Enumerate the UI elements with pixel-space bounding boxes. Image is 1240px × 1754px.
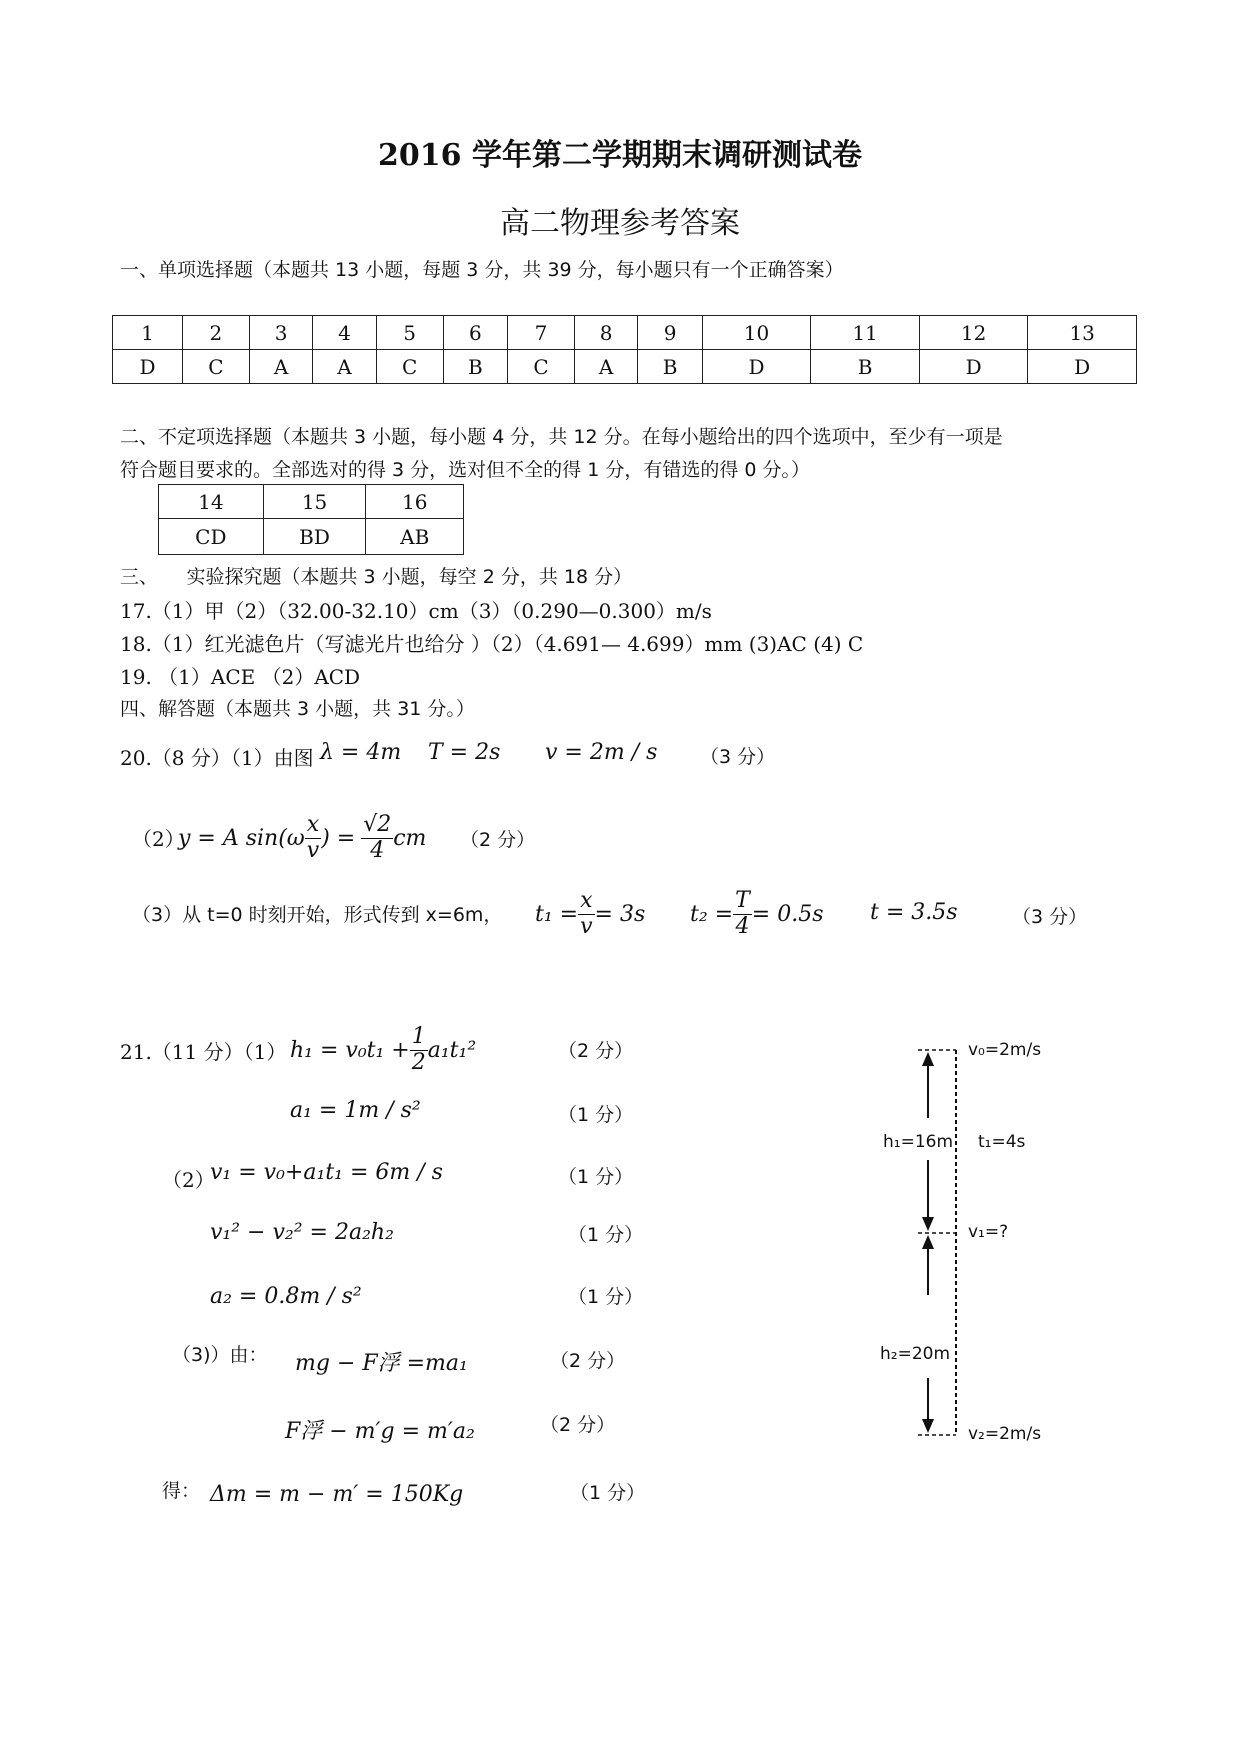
q20-p2-fraction (305, 813, 321, 862)
q-answer: C (508, 350, 575, 384)
q-number: 7 (508, 316, 575, 350)
q21-e1-num: 1 (411, 1024, 426, 1050)
diagram-up-arrow-top (922, 1052, 934, 1066)
q21-e5-score: （1 分） (568, 1286, 644, 1308)
q-number: 10 (702, 316, 811, 350)
q20-p2-lhs: y = A sin(ω (178, 825, 305, 851)
q20-p3-score: （3 分） (1012, 906, 1088, 928)
q-number: 9 (638, 316, 702, 350)
section2-answer-row (159, 519, 464, 555)
section2-heading-line1: 二、不定项选择题（本题共 3 小题，每小题 4 分，共 12 分。在每小题给出的四个选项中，至少有一项是 (120, 426, 1003, 448)
q20-p3-total: t = 3.5s (870, 900, 958, 925)
section3-heading: 三、 实验探究题（本题共 3 小题，每空 2 分，共 18 分） (120, 566, 633, 588)
section2-heading-line2: 符合题目要求的。全部选对的得 3 分，选对但不全的得 1 分，有错选的得 0 分。） (120, 459, 811, 481)
q21-e1-a: h₁ = v₀t₁ + (290, 1037, 410, 1063)
q20-p3-t2-den: 4 (735, 913, 750, 939)
q20-p3-t1 (535, 884, 645, 944)
q20-p3-t2-num: T (735, 888, 750, 914)
q-answer: D (702, 350, 811, 384)
q21-e6-score: （2 分） (550, 1350, 626, 1372)
q21-e3-score: （1 分） (558, 1166, 634, 1188)
q-answer: B (811, 350, 920, 384)
q21-e1-fraction (410, 1025, 428, 1074)
diagram-v2-label: v₂=2m/s (968, 1424, 1042, 1444)
q21-e3: v₁ = v₀+a₁t₁ = 6m / s (210, 1160, 443, 1185)
q21-e2-score: （1 分） (558, 1104, 634, 1126)
q21-result-label: 得： (162, 1480, 201, 1502)
q20-p3-t2-rhs: = 0.5s (751, 901, 824, 927)
q20-speed: v = 2m / s (545, 740, 658, 765)
q21-e8-score: （1 分） (570, 1482, 646, 1504)
q-number: 5 (376, 316, 443, 350)
q-answer: D (919, 350, 1028, 384)
q-answer: C (376, 350, 443, 384)
diagram-down-arrow-mid (922, 1217, 934, 1231)
q21-e7-score: （2 分） (540, 1414, 616, 1436)
q21-e1-den: 2 (411, 1049, 426, 1075)
q-number: 1 (113, 316, 183, 350)
q-number: 6 (443, 316, 507, 350)
q-answer: D (113, 350, 183, 384)
q20-p2-equation (178, 808, 426, 868)
q17-answer: 17.（1）甲（2）（32.00-32.10）cm（3）（0.290—0.300）m/s (120, 599, 712, 623)
q20-p2-result-fraction (361, 813, 393, 862)
q-answer: B (638, 350, 702, 384)
q-number: 4 (313, 316, 376, 350)
page-title: 2016 学年第二学期期末调研测试卷 (378, 138, 862, 173)
diagram-down-arrow-bottom (922, 1419, 934, 1433)
q-number: 2 (182, 316, 249, 350)
q-answer: C (182, 350, 249, 384)
q-answer: D (1028, 350, 1137, 384)
section1-number-row (113, 316, 1137, 350)
q20-p1-score: （3 分） (700, 746, 776, 768)
q21-e8: Δm = m − m′ = 150Kg (210, 1482, 464, 1507)
q-answer: AB (366, 519, 464, 555)
q20-p2-unit: cm (393, 825, 427, 851)
q-answer: CD (159, 519, 264, 555)
q18-answer: 18.（1）红光滤色片（写滤光片也给分 ）（2）（4.691— 4.699）mm (3)AC (4) C (120, 632, 864, 656)
q-number: 16 (366, 485, 464, 519)
section4-heading: 四、解答题（本题共 3 小题，共 31 分。） (120, 698, 475, 720)
q-number: 14 (159, 485, 264, 519)
q20-period: T = 2s (428, 740, 501, 765)
diagram-v0-label: v₀=2m/s (968, 1040, 1042, 1060)
q21-prefix: 21.（11 分）（1） (120, 1040, 287, 1064)
q-number: 3 (249, 316, 312, 350)
q20-p3-t2-lhs: t₂ = (690, 901, 734, 927)
q20-p3-t1-lhs: t₁ = (535, 901, 579, 927)
diagram-h1-label: h₁=16m (883, 1132, 954, 1152)
q-number: 8 (574, 316, 637, 350)
q20-p3-t2 (690, 884, 824, 944)
q21-p2-label: （2） (162, 1168, 215, 1192)
section2-answer-table (158, 484, 464, 555)
q19-answer: 19. （1）ACE （2）ACD (120, 665, 361, 689)
q21-e7: F浮 − m′g = m′a₂ (285, 1419, 475, 1444)
section1-heading: 一、单项选择题（本题共 13 小题，每题 3 分，共 39 分，每小题只有一个正确答案） (120, 259, 844, 281)
q-number: 11 (811, 316, 920, 350)
q-number: 15 (263, 485, 366, 519)
q20-p3-t2-fraction (733, 889, 752, 938)
q21-e1-score: （2 分） (558, 1040, 634, 1062)
diagram-t1-label: t₁=4s (978, 1132, 1026, 1152)
q21-p3-label: （3)）由： (172, 1344, 268, 1366)
q20-p2-frac-num: x (305, 813, 321, 838)
q20-lambda: λ = 4m (320, 740, 402, 765)
q-number: 13 (1028, 316, 1137, 350)
q21-e2: a₁ = 1m / s² (290, 1098, 421, 1123)
section1-answer-row (113, 350, 1137, 384)
page-subtitle: 高二物理参考答案 (500, 206, 740, 241)
q20-p2-mid: ) = (321, 825, 356, 851)
q20-p3-t1-num: x (578, 889, 594, 914)
q21-e4-score: （1 分） (568, 1224, 644, 1246)
q21-e1 (290, 1020, 476, 1080)
q20-prefix: 20.（8 分）（1）由图 (120, 746, 314, 770)
q21-e6: mg − F浮 =ma₁ (295, 1351, 468, 1376)
diagram-v1-label: v₁=? (968, 1222, 1009, 1242)
q20-p3-text: （3）从 t=0 时刻开始，形式传到 x=6m， (132, 904, 503, 926)
q20-p3-t1-fraction (578, 889, 594, 938)
q20-p3-t1-rhs: = 3s (594, 901, 646, 927)
q20-p2-label: （2） (132, 827, 185, 851)
q20-p2-den: 4 (370, 837, 385, 863)
diagram-h2-label: h₂=20m (880, 1344, 951, 1364)
q20-p2-score: （2 分） (460, 829, 536, 851)
q-answer: B (443, 350, 507, 384)
q-answer: A (574, 350, 637, 384)
section1-answer-table (112, 315, 1137, 384)
q21-e4: v₁² − v₂² = 2a₂h₂ (210, 1220, 394, 1245)
q-answer: BD (263, 519, 366, 555)
q20-p2-sqrt: √2 (363, 812, 392, 838)
q21-e1-b: a₁t₁² (427, 1037, 477, 1063)
q-answer: A (313, 350, 376, 384)
q20-p3-t1-den: v (580, 913, 593, 939)
diagram-up-arrow-mid (922, 1235, 934, 1249)
q21-e5: a₂ = 0.8m / s² (210, 1284, 362, 1309)
section2-number-row (159, 485, 464, 519)
q-number: 12 (919, 316, 1028, 350)
q-answer: A (249, 350, 312, 384)
q20-p2-frac-den: v (306, 837, 320, 863)
